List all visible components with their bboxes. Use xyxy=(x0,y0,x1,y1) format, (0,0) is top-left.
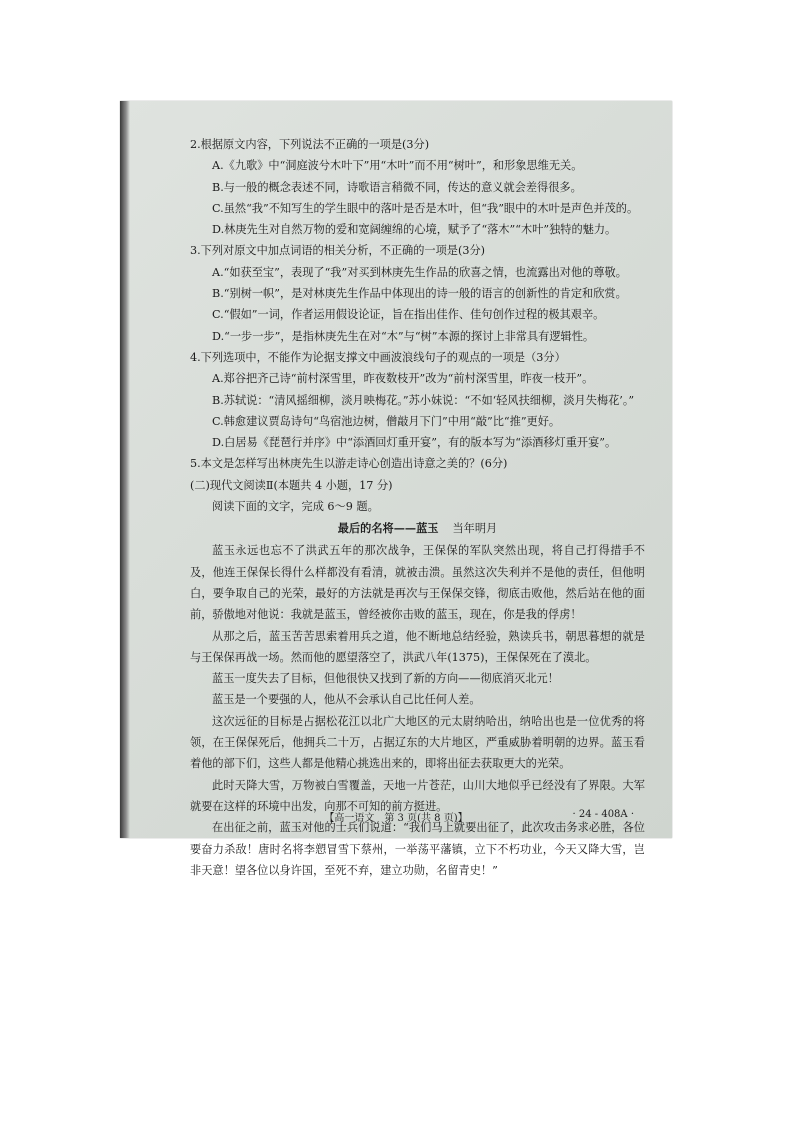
option-c: C.虽然“我”不知写生的学生眼中的落叶是否是木叶，但“我”眼中的木叶是声色并茂的。 xyxy=(212,201,639,215)
question-5: 5.本文是怎样写出林庚先生以游走诗心创造出诗意之美的？(6分) xyxy=(190,457,508,471)
paragraph: 此时天降大雪，万物被白雪覆盖，天地一片苍茫，山川大地似乎已经没有了界限。大军就要在这样的环境中出发，向那不可知的前方挺进。 xyxy=(190,778,645,813)
article-title-line xyxy=(190,517,645,540)
scanned-page-photo xyxy=(120,101,672,877)
reading-instruction: 阅读下面的文字，完成 6～9 题。 xyxy=(212,500,379,514)
paragraph: 蓝玉是一个要强的人，他从不会承认自己比任何人差。 xyxy=(212,693,481,707)
question-2 xyxy=(190,134,645,240)
option-b: B.与一般的概念表述不同，诗歌语言稍微不同，传达的意义就会差得很多。 xyxy=(212,180,582,194)
option-a: A.“如获至宝”，表现了“我”对买到林庚先生作品的欣喜之情，也流露出对他的尊敬。 xyxy=(212,265,627,279)
option-d: D.白居易《琵琶行并序》中“添酒回灯重开宴”，有的版本写为“添酒移灯重开宴”。 xyxy=(212,436,617,450)
option-a: A.郑谷把齐己诗“前村深雪里，昨夜数枝开”改为“前村深雪里，昨夜一枝开”。 xyxy=(212,372,594,386)
question-3 xyxy=(190,240,645,346)
page-number: 【高一语文 第 3 页(共 8 页)】 xyxy=(324,813,468,824)
page-edge-shadow xyxy=(120,101,130,838)
paragraph: 在出征之前，蓝玉对他的士兵们说道：“我们马上就要出征了，此次攻击务求必胜，各位要奋力杀敌！唐时名将李愬冒雪下蔡州，一举荡平藩镇，立下不朽功业，今天又降大雪，岂非天意！望各位以身许国，至死不弃，建立功勋，名留青史！” xyxy=(190,821,645,877)
option-a: A.《九歌》中“洞庭波兮木叶下”用“木叶”而不用“树叶”，和形象思维无关。 xyxy=(212,159,583,173)
article-author: 当年明月 xyxy=(452,522,498,536)
option-d: D.“一步一步”，是指林庚先生在对“木”与“树”本源的探讨上非常具有逻辑性。 xyxy=(212,329,595,343)
option-b: B.苏轼说：“清风摇细柳，淡月映梅花。”苏小妹说：“不如‘轻风扶细柳，淡月失梅花’。” xyxy=(212,393,635,407)
article-title: 最后的名将——蓝玉 xyxy=(337,521,439,536)
option-c: C.“假如”一词，作者运用假设论证，旨在指出佳作、佳句创作过程的极其艰辛。 xyxy=(212,308,605,322)
option-c: C.韩愈建议贾岛诗句“鸟宿池边树，僧敲月下门”中用“敲”比“推”更好。 xyxy=(212,414,561,428)
question-stem: 3.下列对原文中加点词语的相关分析，不正确的一项是(3分) xyxy=(190,244,486,258)
option-d: D.林庚先生对自然万物的爱和宽阔缠绵的心境，赋予了“落木”“木叶”独特的魅力。 xyxy=(212,223,617,237)
section-heading: (二)现代文阅读Ⅱ(本题共 4 小题，17 分) xyxy=(190,478,393,492)
paragraph: 蓝玉永远也忘不了洪武五年的那次战争，王保保的军队突然出现，将自己打得措手不及，他连王保保长得什么样都没有看清，就被击溃。虽然这次失利并不是他的责任，但他明白，要争取自己的光荣，最好的方法就是再次与王保保交锋，彻底击败他，然后站在他的面前，骄傲地对他说：我就是蓝玉，曾经被你击败的蓝玉，现在，你是我的俘虏！ xyxy=(190,544,645,622)
question-4 xyxy=(190,347,645,453)
question-stem: 4.下列选项中，不能作为论据支撑文中画波浪线句子的观点的一项是（3分） xyxy=(190,350,566,364)
paragraph: 从那之后，蓝玉苦苦思索着用兵之道，他不断地总结经验，熟读兵书，朝思暮想的就是与王保保再战一场。然而他的愿望落空了，洪武八年(1375)，王保保死在了漠北。 xyxy=(190,629,645,664)
paper-code: · 24 - 408A · xyxy=(572,809,634,820)
option-b: B.“别树一帜”，是对林庚先生作品中体现出的诗一般的语言的创新性的肯定和欣赏。 xyxy=(212,287,627,301)
exam-content xyxy=(190,134,645,881)
page-footer xyxy=(120,809,672,827)
question-stem: 2.根据原文内容，下列说法不正确的一项是(3分) xyxy=(190,138,430,151)
paragraph: 蓝玉一度失去了目标，但他很快又找到了新的方向——彻底消灭北元！ xyxy=(212,672,559,686)
paragraph: 这次远征的目标是占据松花江以北广大地区的元太尉纳哈出，纳哈出也是一位优秀的将领，在王保保死后，他拥兵二十万，占据辽东的大片地区，严重威胁着明朝的边界。蓝玉看着他的部下们，这些人都是他精心挑选出来的，即将出征去获取更大的光荣。 xyxy=(190,714,645,771)
